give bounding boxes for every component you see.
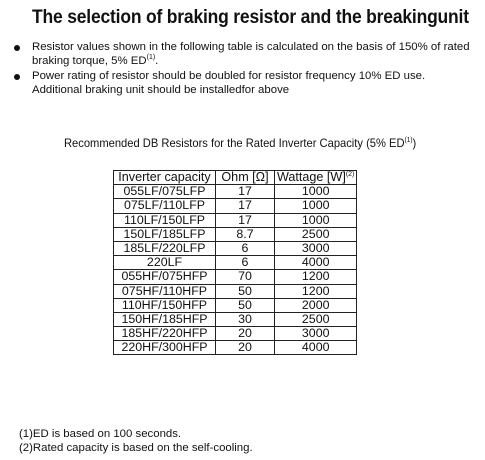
table-row (114, 185, 357, 199)
cell-ohm: 8.7 (216, 227, 275, 241)
cell-inverter-capacity: 220LF (114, 256, 216, 270)
caption-text: Recommended DB Resistors for the Rated Inverter Capacity (5% ED (64, 136, 405, 150)
cell-wattage: 3000 (275, 241, 357, 255)
cell-wattage: 4000 (275, 256, 357, 270)
cell-inverter-capacity: 110HF/150HFP (114, 298, 216, 312)
cell-ohm: 6 (216, 256, 275, 270)
cell-wattage: 2000 (275, 298, 357, 312)
header-wattage (275, 171, 357, 185)
cell-ohm: 70 (216, 270, 275, 284)
footnote-1: (1)ED is based on 100 seconds. (19, 428, 182, 440)
cell-wattage: 1200 (275, 270, 357, 284)
bullet-text: Resistor values shown in the following table is calculated on the basis of 150% of rated braking torque, 5% ED (32, 41, 470, 67)
cell-inverter-capacity: 055HF/075HFP (114, 270, 216, 284)
bullet-item (6, 70, 476, 97)
cell-ohm: 50 (216, 284, 275, 298)
cell-wattage: 1200 (275, 284, 357, 298)
cell-wattage: 1000 (275, 199, 357, 213)
cell-ohm: 6 (216, 241, 275, 255)
cell-ohm: 17 (216, 185, 275, 199)
page-title: The selection of braking resistor and the breakingunit (32, 7, 469, 28)
cell-wattage: 3000 (275, 327, 357, 341)
footnotes (19, 427, 253, 455)
cell-ohm: 17 (216, 199, 275, 213)
cell-inverter-capacity: 185HF/220HFP (114, 327, 216, 341)
cell-wattage: 2500 (275, 312, 357, 326)
table-row (114, 270, 357, 284)
footnote-ref: (2) (345, 170, 355, 178)
table-row (114, 227, 357, 241)
cell-ohm: 50 (216, 298, 275, 312)
bullet-dot-icon (14, 45, 20, 51)
cell-inverter-capacity: 185LF/220LFP (114, 241, 216, 255)
cell-ohm: 20 (216, 341, 275, 355)
cell-ohm: 17 (216, 213, 275, 227)
table-row (114, 312, 357, 326)
cell-wattage: 4000 (275, 341, 357, 355)
cell-inverter-capacity: 150LF/185LFP (114, 227, 216, 241)
footnote-2: (2)Rated capacity is based on the self-cooling. (19, 442, 253, 454)
bullet-item (6, 41, 476, 68)
table-row (114, 241, 357, 255)
caption-tail: ) (412, 136, 417, 150)
footnote-ref: (1) (404, 137, 413, 144)
table-row (114, 341, 357, 355)
bullet-text: Power rating of resistor should be doubled for resistor frequency 10% ED use. Additional braking unit should be installedfor above (32, 70, 426, 96)
cell-inverter-capacity: 075LF/110LFP (114, 199, 216, 213)
cell-inverter-capacity: 055LF/075LFP (114, 185, 216, 199)
table-row (114, 199, 357, 213)
cell-inverter-capacity: 110LF/150LFP (114, 213, 216, 227)
cell-ohm: 30 (216, 312, 275, 326)
table-caption (64, 136, 416, 150)
table-row (114, 213, 357, 227)
table-row (114, 298, 357, 312)
cell-wattage: 1000 (275, 213, 357, 227)
bullet-text-tail: . (155, 54, 159, 67)
table-row (114, 256, 357, 270)
table-row (114, 327, 357, 341)
cell-ohm: 20 (216, 327, 275, 341)
bullet-dot-icon (14, 74, 20, 80)
header-inverter-capacity: Inverter capacity (114, 171, 216, 185)
header-ohm: Ohm [Ω] (216, 171, 275, 185)
footnote-ref: (1) (146, 53, 156, 61)
cell-inverter-capacity: 075HF/110HFP (114, 284, 216, 298)
cell-wattage: 1000 (275, 185, 357, 199)
resistor-table (113, 170, 357, 355)
bullet-list (6, 41, 476, 99)
table-header-row (114, 171, 357, 185)
cell-inverter-capacity: 150HF/185HFP (114, 312, 216, 326)
table-row (114, 284, 357, 298)
cell-inverter-capacity: 220HF/300HFP (114, 341, 216, 355)
header-wattage-label: Wattage [W] (277, 170, 346, 185)
table-body (114, 185, 357, 355)
cell-wattage: 2500 (275, 227, 357, 241)
